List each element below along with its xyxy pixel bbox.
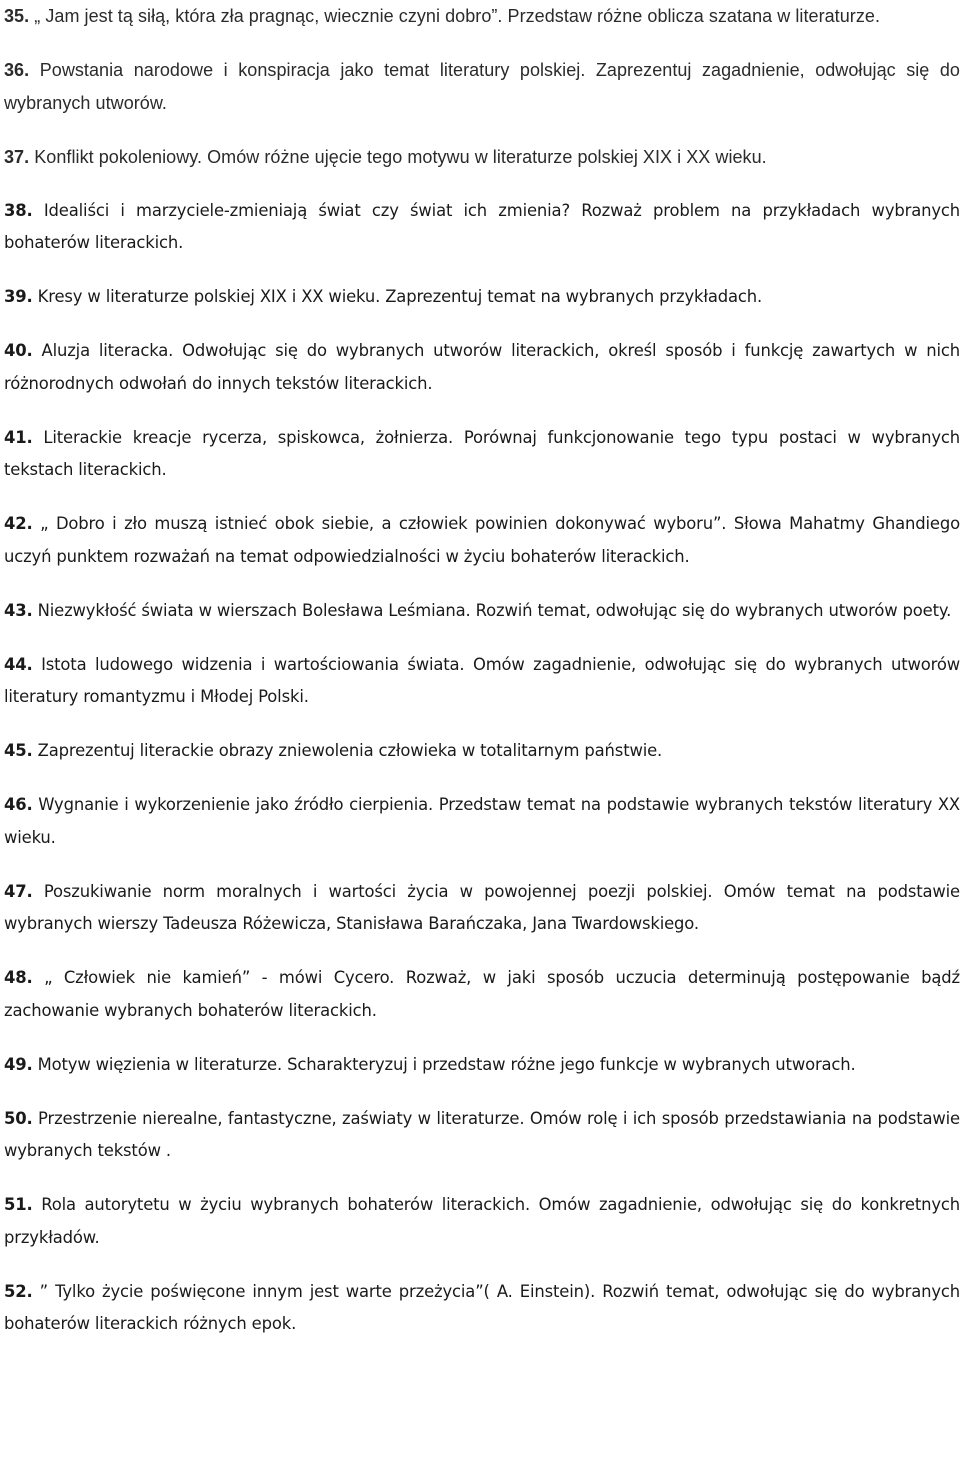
topic-number: 48. <box>4 968 33 987</box>
topic-number: 44. <box>4 654 33 674</box>
topic-item <box>4 1049 960 1082</box>
topic-number: 37. <box>4 146 30 167</box>
topic-item <box>4 1189 960 1254</box>
topic-number: 45. <box>4 741 33 760</box>
topic-text: „ Dobro i zło muszą istnieć obok siebie, a człowiek powinien dokonywać wyboru”. Słowa Mahatmy Ghandiego uczyń punktem rozważań na temat odpowiedzialności w życiu bohaterów literackich. <box>4 514 960 566</box>
topic-text: Rola autorytetu w życiu wybranych bohaterów literackich. Omów zagadnienie, odwołując się do konkretnych przykładów. <box>4 1195 960 1247</box>
topic-number: 35. <box>4 6 30 26</box>
topic-number: 51. <box>4 1195 33 1214</box>
topic-text: Zaprezentuj literackie obrazy zniewolenia człowieka w totalitarnym państwie. <box>32 741 663 760</box>
topic-text: „ Człowiek nie kamień” - mówi Cycero. Rozważ, w jaki sposób uczucia determinują postępowanie bądź zachowanie wybranych bohaterów literackich. <box>4 968 960 1020</box>
topic-text: ” Tylko życie poświęcone innym jest warte przeżycia”( A. Einstein). Rozwiń temat, odwołując się do wybranych bohaterów literackich różnych epok. <box>4 1281 960 1333</box>
topic-text: Kresy w literaturze polskiej XIX i XX wieku. Zaprezentuj temat na wybranych przykładach. <box>32 287 763 306</box>
topic-text: Konflikt pokoleniowy. Omów różne ujęcie tego motywu w literaturze polskiej XIX i XX wieku. <box>29 146 767 167</box>
topic-item <box>4 962 960 1027</box>
topic-text: Aluzja literacka. Odwołując się do wybranych utworów literackich, określ sposób i funkcję zawartych w nich różnorodnych odwołań do innych tekstów literackich. <box>4 341 960 393</box>
topic-item <box>4 508 960 573</box>
topic-text: „ Jam jest tą siłą, która zła pragnąc, wiecznie czyni dobro”. Przedstaw różne oblicza szatana w literaturze. <box>29 6 880 26</box>
topic-item <box>4 281 960 314</box>
topic-item <box>4 0 960 33</box>
topic-number: 43. <box>4 600 33 620</box>
topic-text: Idealiści i marzyciele-zmieniają świat czy świat ich zmienia? Rozważ problem na przykładach wybranych bohaterów literackich. <box>4 200 960 252</box>
topic-item <box>4 735 960 768</box>
topic-text: Poszukiwanie norm moralnych i wartości życia w powojennej poezji polskiej. Omów temat na podstawie wybranych wierszy Tadeusza Różewicza, Stanisława Barańczaka, Jana Twardowskiego. <box>4 881 960 933</box>
topic-item <box>4 1276 960 1341</box>
topic-item <box>4 595 960 628</box>
topic-item <box>4 1103 960 1168</box>
topic-number: 41. <box>4 427 33 447</box>
topic-number: 39. <box>4 287 33 306</box>
topic-text: Motyw więzienia w literaturze. Scharakteryzuj i przedstaw różne jego funkcje w wybranych utworach. <box>32 1054 856 1074</box>
topic-item <box>4 789 960 854</box>
topic-item <box>4 195 960 260</box>
topic-number: 52. <box>4 1281 33 1301</box>
topic-text: Wygnanie i wykorzenienie jako źródło cierpienia. Przedstaw temat na podstawie wybranych tekstów literatury XX wieku. <box>4 795 960 847</box>
topic-text: Powstania narodowe i konspiracja jako temat literatury polskiej. Zaprezentuj zagadnienie, odwołując się do wybranych utworów. <box>4 60 960 113</box>
document-page <box>4 0 960 1341</box>
topic-item <box>4 876 960 941</box>
topic-number: 40. <box>4 341 33 360</box>
topic-number: 49. <box>4 1054 33 1074</box>
topic-number: 46. <box>4 795 33 814</box>
topic-text: Przestrzenie nierealne, fantastyczne, zaświaty w literaturze. Omów rolę i ich sposób przedstawiania na podstawie wybranych tekstów . <box>4 1108 960 1160</box>
topic-text: Literackie kreacje rycerza, spiskowca, żołnierza. Porównaj funkcjonowanie tego typu postaci w wybranych tekstach literackich. <box>4 427 960 479</box>
topic-item <box>4 141 960 174</box>
topic-number: 47. <box>4 881 33 901</box>
topic-text: Niezwykłość świata w wierszach Bolesława Leśmiana. Rozwiń temat, odwołując się do wybranych utworów poety. <box>32 600 952 620</box>
topic-item <box>4 54 960 119</box>
topic-number: 36. <box>4 60 30 80</box>
topic-number: 50. <box>4 1108 33 1128</box>
topic-item <box>4 422 960 487</box>
topic-number: 38. <box>4 200 33 220</box>
topic-text: Istota ludowego widzenia i wartościowania świata. Omów zagadnienie, odwołując się do wybranych utworów literatury romantyzmu i Młodej Polski. <box>4 654 960 706</box>
topic-number: 42. <box>4 514 33 533</box>
topic-item <box>4 335 960 400</box>
topic-item <box>4 649 960 714</box>
